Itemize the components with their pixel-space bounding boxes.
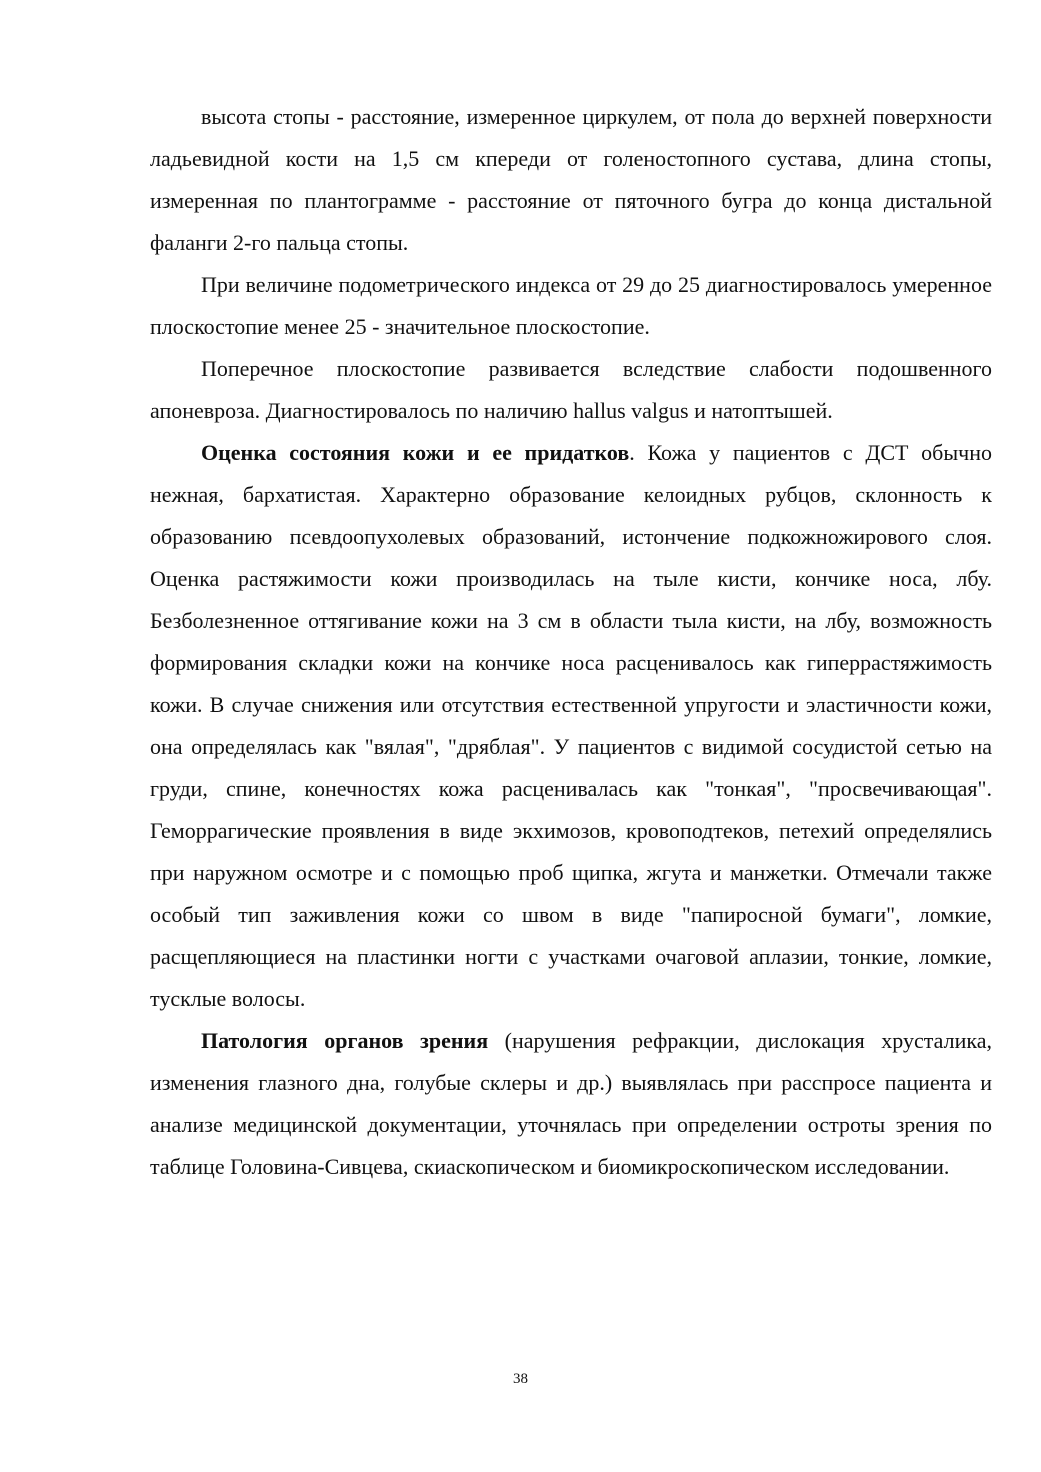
page-number: 38	[513, 1371, 528, 1387]
paragraph-foot-height	[150, 96, 992, 264]
paragraph-skin-assessment	[150, 432, 992, 1020]
paragraph-text: Поперечное плоскостопие развивается вследствие слабости подошвенного апоневроза. Диагностировалось по наличию hallus valgus и натоптышей.	[150, 356, 992, 423]
paragraph-text: При величине подометрического индекса от 29 до 25 диагностировалось умеренное плоскостопие менее 25 - значительное плоскостопие.	[150, 272, 992, 339]
body-text	[150, 96, 992, 1188]
paragraph-text: (нарушения рефракции, дислокация хрусталика, изменения глазного дна, голубые склеры и др.) выявлялась при расспросе пациента и анализе медицинской документации, уточнялась при определении остроты зрения по таблице Головина-Сивцева, скиаскопическом и биомикроскопическом исследовании.	[150, 1028, 992, 1179]
paragraph-vision-pathology	[150, 1020, 992, 1188]
paragraph-text: высота стопы - расстояние, измеренное циркулем, от пола до верхней поверхности ладьевидной кости на 1,5 см кпереди от голеностопного сустава, длина стопы, измеренная по плантограмме - расстояние от пяточного бугра до конца дистальной фаланги 2-го пальца стопы.	[150, 104, 992, 255]
paragraph-heading: Оценка состояния кожи и ее придатков	[201, 440, 630, 465]
paragraph-transverse-flatfoot	[150, 348, 992, 432]
paragraph-podometric-index	[150, 264, 992, 348]
paragraph-text: . Кожа у пациентов с ДСТ обычно нежная, бархатистая. Характерно образование келоидных рубцов, склонность к образованию псевдоопухолевых образований, истончение подкожножирового слоя. Оценка растяжимости кожи производилась на тыле кисти, кончике носа, лбу. Безболезненное оттягивание кожи на 3 см в области тыла кисти, на лбу, возможность формирования складки кожи на кончике носа расценивалось как гиперрастяжимость кожи. В случае снижения или отсутствия естественной упругости и эластичности кожи, она определялась как "вялая", "дряблая". У пациентов с видимой сосудистой сетью на груди, спине, конечностях кожа расценивалась как "тонкая", "просвечивающая". Геморрагические проявления в виде экхимозов, кровоподтеков, петехий определялись при наружном осмотре и с помощью проб щипка, жгута и манжетки. Отмечали также особый тип заживления кожи со швом в виде "папиросной бумаги", ломкие, расщепляющиеся на пластинки ногти с участками очаговой аплазии, тонкие, ломкие, тусклые волосы.	[150, 440, 992, 1011]
paragraph-heading: Патология органов зрения	[201, 1028, 489, 1053]
